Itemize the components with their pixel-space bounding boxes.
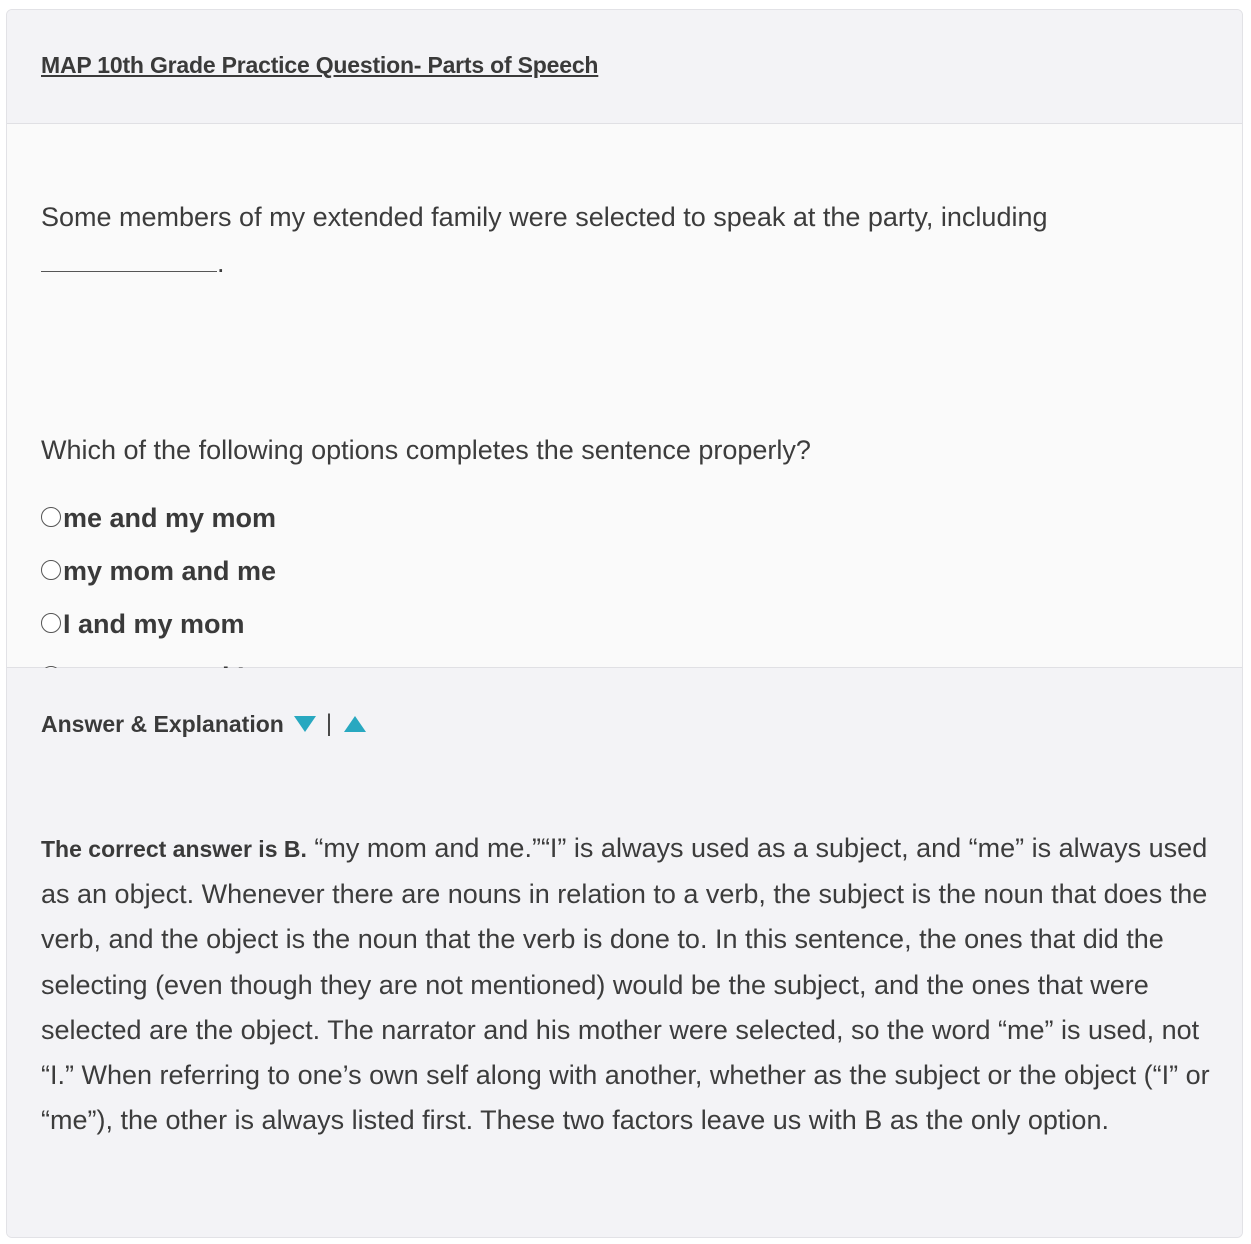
question-text: Which of the following options completes the sentence properly? — [41, 435, 811, 465]
answer-toggle-label[interactable]: Answer & Explanation — [41, 710, 284, 737]
option-a-radio[interactable] — [41, 507, 61, 527]
question-body — [7, 124, 1242, 668]
option-b-radio[interactable] — [41, 560, 61, 580]
answer-blank — [41, 244, 217, 272]
question-title-link[interactable]: MAP 10th Grade Practice Question- Parts of Speech — [41, 52, 599, 78]
prompt-end: . — [217, 248, 225, 278]
question-card — [6, 9, 1243, 1238]
prompt-text: Some members of my extended family were selected to speak at the party, including — [41, 202, 1048, 232]
answer-explanation — [41, 826, 1211, 1143]
card-header — [7, 10, 1242, 124]
option-c-label: I and my mom — [63, 609, 245, 639]
option-a-label: me and my mom — [63, 503, 277, 533]
explanation-text: “my mom and me.”“I” is always used as a subject, and “me” is always used as an object. Whenever there are nouns in relation to a verb, the subject is the noun that does the verb, and the object is the noun that the verb is done to. In this sentence, the ones that did the selecting (even though they are not mentioned) would be the subject, and the ones that were selected are the object. The narrator and his mother were selected, so the word “me” is used, not “I.” When referring to one’s own self along with another, whether as the subject or the object (“I” or “me”), the other is always listed first. These two factors leave us with B as the only option. — [41, 833, 1210, 1136]
answer-section — [7, 668, 1242, 1238]
correct-answer-lead: The correct answer is B. — [41, 836, 307, 862]
option-b[interactable] — [41, 545, 276, 598]
option-c-radio[interactable] — [41, 613, 61, 633]
triangle-down-icon[interactable] — [294, 716, 316, 732]
toggle-separator: | — [325, 710, 333, 737]
question-prompt — [41, 194, 1211, 286]
triangle-up-icon[interactable] — [344, 716, 366, 732]
option-a[interactable] — [41, 492, 276, 545]
option-b-label: my mom and me — [63, 556, 277, 586]
option-c[interactable] — [41, 598, 276, 651]
answer-toggle — [41, 708, 366, 740]
